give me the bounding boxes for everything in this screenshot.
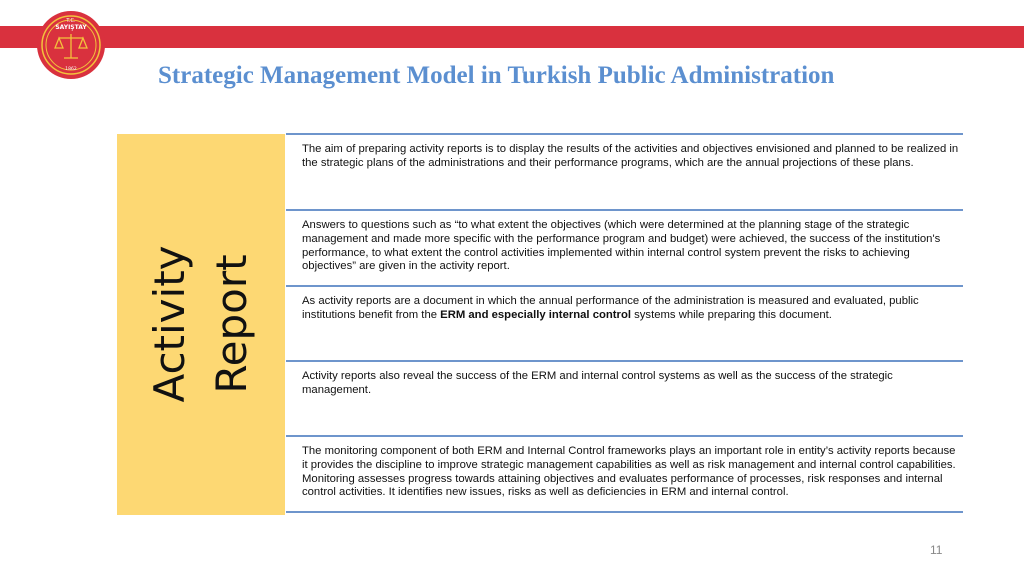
content-row [286, 437, 963, 513]
row-text: The aim of preparing activity reports is to display the results of the activities and objectives envisioned and planned to be realized in the strategic plans of the administrations and their performance programs, which are the annual projections of these plans. [302, 143, 959, 169]
content-row [286, 287, 963, 362]
row-text: The monitoring component of both ERM and Internal Control frameworks plays an important role in entity’s activity reports because it provides the discipline to improve strategic management capabilities as well as risk management and internal control capabilities. Monitoring assesses progress towards attaining objectives and evaluates performance of processes, risk responses and internal control activities. It identifies new issues, risks as well as deficiencies in ERM and internal control. [302, 445, 956, 499]
content-row [286, 362, 963, 437]
row-text: Activity reports also reveal the success of the ERM and internal control systems as well as the success of the strategic management. [302, 370, 893, 396]
row-text: As activity reports are a document in which the annual performance of the administration is measured and evaluated, public institutions benefit from the ERM and especially internal control systems while preparing this document. [302, 295, 919, 321]
svg-text:1862: 1862 [65, 67, 77, 72]
svg-text:SAYIŞTAY: SAYIŞTAY [55, 24, 87, 31]
side-panel-title [139, 245, 263, 402]
side-panel-title-line2: Report [207, 254, 256, 394]
sayistay-logo [36, 10, 106, 80]
page-number: 11 [930, 543, 943, 557]
content-row [286, 211, 963, 287]
side-panel-title-line1: Activity [145, 245, 194, 403]
svg-text:T.C.: T.C. [66, 18, 76, 24]
page-title: Strategic Management Model in Turkish Public Administration [158, 62, 835, 89]
row-text: Answers to questions such as “to what extent the objectives (which were determined at the planning stage of the strategic management and made more specific with the performance program and budget) were achieved, the success of the institution's performance, to what extent the control activities implemented within internal control system prevent the risks to achieving objectives” are given in the activity report. [302, 219, 941, 273]
header-red-bar [0, 26, 1024, 48]
content-row [286, 135, 963, 211]
bold-phrase: ERM and especially internal control [440, 308, 631, 321]
